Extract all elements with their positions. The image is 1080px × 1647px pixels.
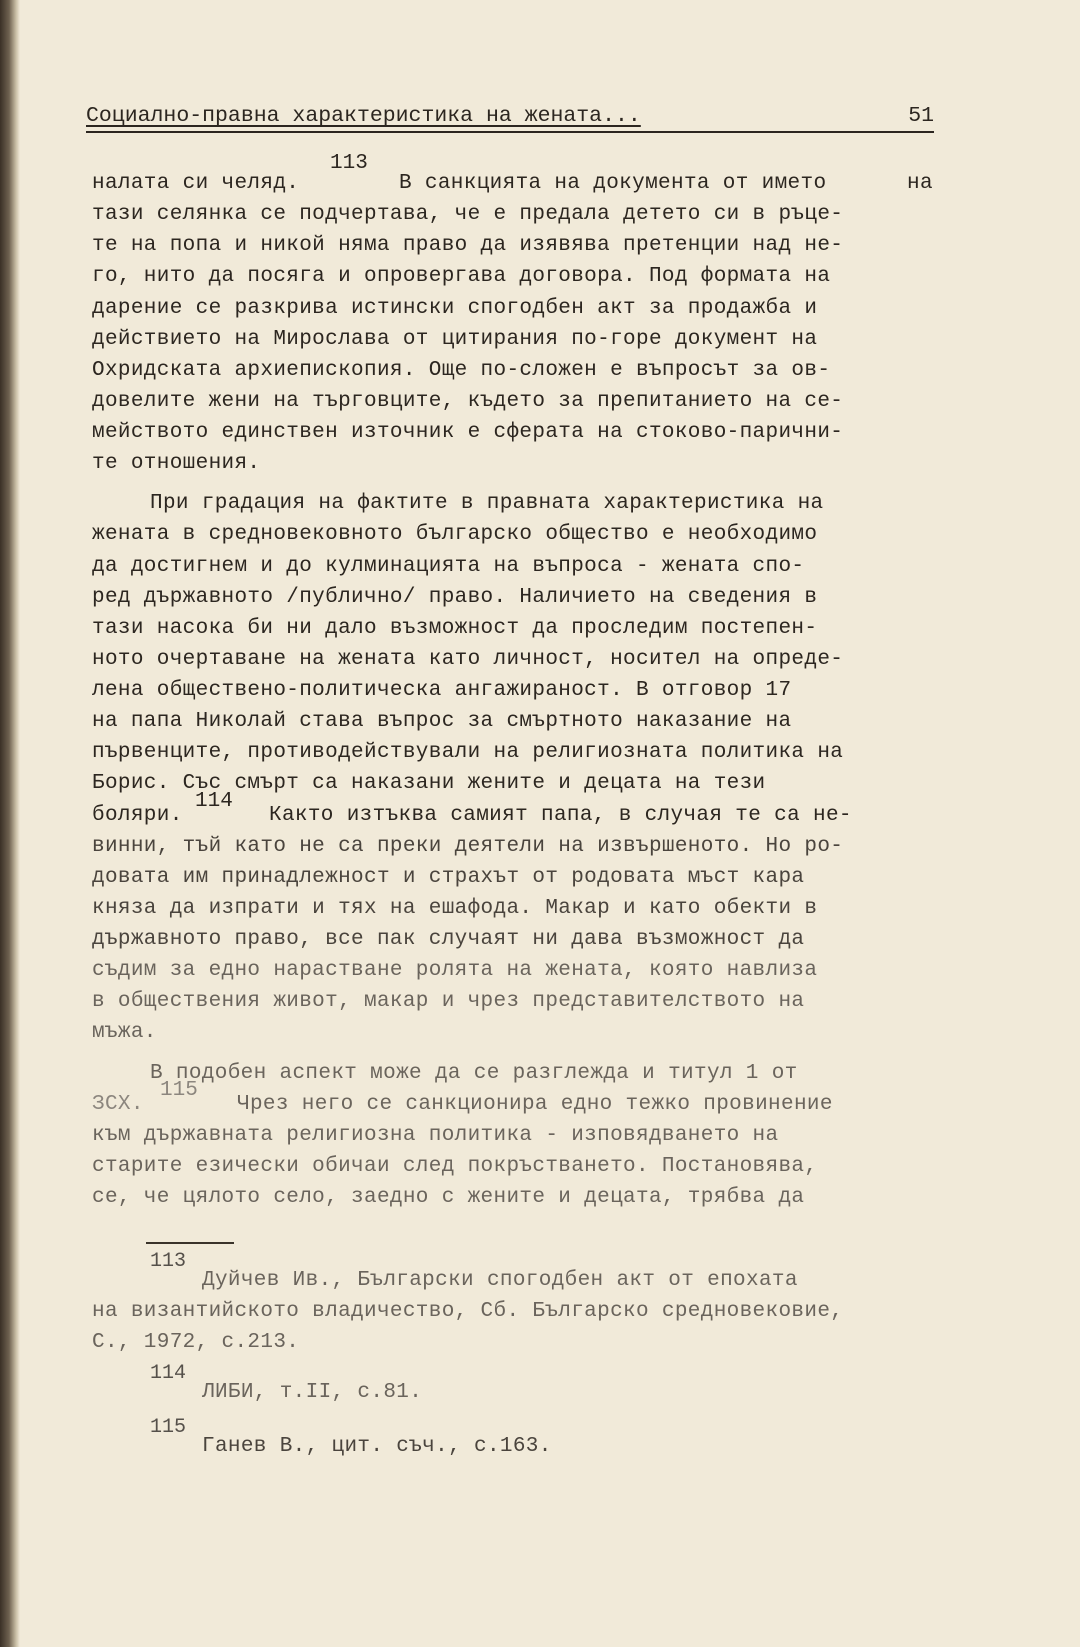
body-line: налата си челяд. [92, 172, 300, 195]
body-line: ред държавното /публично/ право. Наличието на сведения в [92, 586, 818, 609]
running-header-title: Социално-правна характеристика на жената... [86, 104, 641, 128]
body-line: държавното право, все пак случаят ни дава възможност да [92, 928, 805, 951]
footnote-text: ЛИБИ, т.II, с.81. [202, 1381, 423, 1404]
page-number: 51 [908, 104, 934, 128]
body-line: Както изтъква самият папа, в случая те са не- [269, 804, 852, 827]
book-binding-edge [0, 0, 20, 1647]
footnote-number: 115 [150, 1416, 187, 1439]
footnote-number: 114 [150, 1362, 187, 1385]
footnote-text: С., 1972, с.213. [92, 1331, 300, 1354]
body-line: жената в средновековното българско общество е необходимо [92, 523, 818, 546]
body-line: довелите жени на търговците, където за препитанието на се- [92, 390, 844, 413]
body-line: мъжа. [92, 1021, 157, 1044]
body-line: се, че цялото село, заедно с жените и децата, трябва да [92, 1186, 805, 1209]
header-rule [86, 131, 934, 133]
body-line: Охридската архиепископия. Още по-сложен е въпросът за ов- [92, 359, 831, 382]
footnote-text: Ганев В., цит. съч., с.163. [202, 1435, 552, 1458]
body-line: ЗСХ. [92, 1093, 144, 1116]
body-line: в обществения живот, макар и чрез представителството на [92, 990, 805, 1013]
running-header [86, 104, 934, 128]
footnote-number: 113 [150, 1250, 187, 1273]
body-line: го, нито да посяга и опровергава договора. Под формата на [92, 265, 831, 288]
body-line: княза да изпрати и тях на ешафода. Макар и като обекти в [92, 897, 818, 920]
body-line: на [907, 172, 933, 195]
body-line: дарение се разкрива истински спогодбен акт за продажба и [92, 297, 818, 320]
body-line: те на попа и никой няма право да изявява претенции над не- [92, 234, 844, 257]
body-line: довата им принадлежност и страхът от родовата мъст кара [92, 866, 805, 889]
body-line: винни, тъй като не са преки деятели на извършеното. Но ро- [92, 835, 844, 858]
footnote-text: на византийското владичество, Сб. Българско средновековие, [92, 1300, 844, 1323]
body-line: При градация на фактите в правната характеристика на [150, 492, 824, 515]
footnote-separator [146, 1242, 234, 1244]
body-line: Борис. Със смърт са наказани жените и децата на тези [92, 772, 766, 795]
body-line: В подобен аспект може да се разглежда и титул 1 от [150, 1062, 798, 1085]
body-line: боляри. [92, 804, 183, 827]
footnote-ref-115: 115 [160, 1079, 198, 1102]
footnote-ref-114: 114 [195, 790, 233, 813]
body-line: към държавната религиозна политика - изповядването на [92, 1124, 779, 1147]
body-line: тази насока би ни дало възможност да проследим постепен- [92, 617, 818, 640]
body-line: действието на Мирослава от цитирания по-горе документ на [92, 328, 818, 351]
body-line: съдим за едно нарастване ролята на жената, която навлиза [92, 959, 818, 982]
body-line: ното очертаване на жената като личност, носител на опреде- [92, 648, 844, 671]
body-line: мейството единствен източник е сферата на стоково-парични- [92, 421, 844, 444]
body-line: старите езически обичаи след покръстването. Постановява, [92, 1155, 818, 1178]
body-line: Чрез него се санкционира едно тежко провинение [237, 1093, 833, 1116]
body-line: да достигнем и до кулминацията на въпроса - жената спо- [92, 555, 805, 578]
body-line: тази селянка се подчертава, че е предала детето си в ръце- [92, 203, 844, 226]
footnote-ref-113: 113 [330, 152, 368, 175]
body-line: първенците, противодействували на религиозната политика на [92, 741, 844, 764]
footnote-text: Дуйчев Ив., Български спогодбен акт от епохата [202, 1269, 798, 1292]
body-line: лена обществено-политическа ангажираност. В отговор 17 [92, 679, 792, 702]
body-line: В санкцията на документа от името [399, 172, 827, 195]
body-line: на папа Николай става въпрос за смъртното наказание на [92, 710, 792, 733]
body-line: те отношения. [92, 452, 261, 475]
